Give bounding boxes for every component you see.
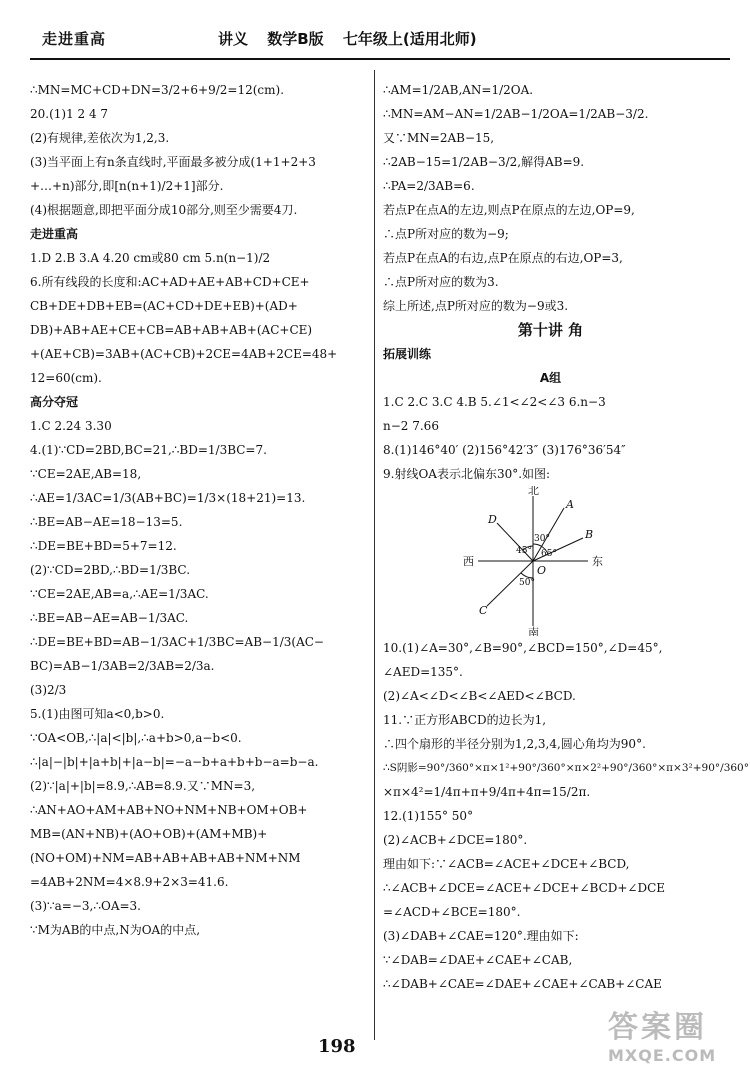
angle-label-50: 50° — [519, 578, 535, 588]
answer-line: CB+DE+DB+EB=(AC+CD+DE+EB)+(AD+ — [30, 299, 298, 313]
answer-line: ∠AED=135°. — [383, 665, 463, 679]
answer-line: ∴MN=AM−AN=1/2AB−1/2OA=1/2AB−3/2. — [383, 107, 649, 121]
site-watermark — [608, 1002, 736, 1070]
answer-line: ∵CE=2AE,AB=18, — [30, 467, 142, 481]
answer-line: 12.(1)155° 50° — [383, 809, 474, 823]
answer-line: (3)2/3 — [30, 683, 67, 697]
answer-line: 9.射线OA表示北偏东30°.如图: — [383, 467, 551, 481]
answer-line: 又∵MN=2AB−15, — [383, 131, 495, 145]
answer-line: ∴PA=2/3AB=6. — [383, 179, 475, 193]
answer-line: ∴|a|−|b|+|a+b|+|a−b|=−a−b+a+b+b−a=b−a. — [30, 755, 319, 769]
column-divider — [374, 70, 375, 1040]
answer-line: (2)∵|a|+|b|=8.9,∴AB=8.9.又∵MN=3, — [30, 779, 256, 793]
answer-line: (3)∠DAB+∠CAE=120°.理由如下: — [383, 929, 579, 943]
answer-line: 1.D 2.B 3.A 4.20 cm或80 cm 5.n(n−1)/2 — [30, 251, 271, 265]
label-west: 西 — [463, 555, 474, 568]
watermark-logo-text: 答案圈 — [608, 1010, 707, 1045]
answer-line: ∵M为AB的中点,N为OA的中点, — [30, 923, 201, 937]
series-logo: 走进重高 — [42, 30, 107, 48]
answer-line: 1.C 2.C 3.C 4.B 5.∠1<∠2<∠3 6.n−3 — [383, 395, 606, 409]
point-b: B — [585, 528, 594, 541]
compass-diagram — [383, 486, 718, 636]
answer-line: n−2 7.66 — [383, 419, 439, 433]
section-heading: 拓展训练 — [383, 347, 432, 361]
point-a: A — [566, 498, 574, 511]
watermark-url: MXQE.COM — [608, 1046, 717, 1065]
answer-line: MB=(AN+NB)+(AO+OB)+(AM+MB)+ — [30, 827, 268, 841]
answer-line: 20.(1)1 2 4 7 — [30, 107, 109, 121]
answer-line: ∴∠DAB+∠CAE=∠DAE+∠CAE+∠CAB+∠CAE — [383, 977, 662, 991]
label-north: 北 — [528, 486, 539, 497]
answer-line: 10.(1)∠A=30°,∠B=90°,∠BCD=150°,∠D=45°, — [383, 641, 663, 655]
label-east: 东 — [592, 555, 603, 568]
answer-line: ∴MN=MC+CD+DN=3/2+6+9/2=12(cm). — [30, 83, 285, 97]
point-d: D — [488, 513, 497, 526]
answer-line: (2)∠ACB+∠DCE=180°. — [383, 833, 528, 847]
answer-line: 1.C 2.24 3.30 — [30, 419, 112, 433]
answer-line: (2)∠A<∠D<∠B<∠AED<∠BCD. — [383, 689, 576, 703]
header-title-part: 七年级上(适用北师) — [342, 30, 477, 48]
answer-line: (4)根据题意,即把平面分成10部分,则至少需要4刀. — [30, 203, 298, 217]
answer-line: 综上所述,点P所对应的数为−9或3. — [383, 299, 569, 313]
answer-line: ∴2AB−15=1/2AB−3/2,解得AB=9. — [383, 155, 585, 169]
section-heading: 走进重高 — [30, 227, 79, 241]
answer-line: ∴DE=BE+BD=AB−1/3AC+1/3BC=AB−1/3(AC− — [30, 635, 324, 649]
point-c: C — [479, 604, 488, 617]
answer-line: ∵OA<OB,∴|a|<|b|,∴a+b>0,a−b<0. — [30, 731, 242, 745]
answer-line: ∴DE=BE+BD=5+7=12. — [30, 539, 177, 553]
answer-line: ∴AE=1/3AC=1/3(AB+BC)=1/3×(18+21)=13. — [30, 491, 306, 505]
answer-line: ∴∠ACB+∠DCE=∠ACE+∠DCE+∠BCD+∠DCE — [383, 881, 666, 895]
answer-line: DB)+AB+AE+CE+CB=AB+AB+AB+(AC+CE) — [30, 323, 313, 337]
answer-line: 理由如下:∵∠ACB=∠ACE+∠DCE+∠BCD, — [383, 857, 630, 871]
angle-arc-30 — [533, 544, 541, 546]
answer-line: ∴点P所对应的数为3. — [383, 275, 499, 289]
header-title-part: 数学B版 — [267, 30, 324, 48]
answer-line: (3)∵a=−3,∴OA=3. — [30, 899, 141, 913]
left-column — [30, 78, 370, 942]
answer-line: (NO+OM)+NM=AB+AB+AB+AB+NM+NM — [30, 851, 301, 865]
answer-line: +…+n)部分,即[n(n+1)/2+1]部分. — [30, 179, 224, 193]
header-title-part: 讲义 — [218, 30, 249, 48]
angle-label-30: 30° — [534, 534, 550, 544]
page-number: 198 — [318, 1036, 356, 1057]
page-header — [30, 18, 730, 60]
point-o: O — [537, 564, 547, 577]
answer-line: 若点P在点A的右边,点P在原点的右边,OP=3, — [383, 251, 623, 265]
answer-line: ∵CE=2AE,AB=a,∴AE=1/3AC. — [30, 587, 209, 601]
compass-diagram-svg — [383, 486, 718, 636]
lecture-title: 第十讲 角 — [517, 321, 584, 339]
answer-line: ∴BE=AB−AE=18−13=5. — [30, 515, 183, 529]
answer-line: ∴点P所对应的数为−9; — [383, 227, 509, 241]
answer-line: (3)当平面上有n条直线时,平面最多被分成(1+1+2+3 — [30, 155, 316, 169]
answer-line: +(AE+CB)=3AB+(AC+CB)+2CE=4AB+2CE=48+ — [30, 347, 338, 361]
answer-line: 8.(1)146°40′ (2)156°42′3″ (3)176°36′54″ — [383, 443, 626, 457]
right-column — [383, 78, 749, 996]
label-south: 南 — [528, 626, 539, 636]
answer-line: 4.(1)∵CD=2BD,BC=21,∴BD=1/3BC=7. — [30, 443, 267, 457]
header-title — [218, 28, 491, 49]
group-heading: A组 — [539, 371, 562, 385]
answer-line: =4AB+2NM=4×8.9+2×3=41.6. — [30, 875, 229, 889]
answer-line: (2)有规律,差依次为1,2,3. — [30, 131, 170, 145]
answer-line: ×π×4²=1/4π+π+9/4π+4π=15/2π. — [383, 785, 591, 799]
answer-line: =∠ACD+∠BCE=180°. — [383, 905, 521, 919]
answer-line: ∴S阴影=90°/360°×π×1²+90°/360°×π×2²+90°/360°×π×3²+90°/360° — [383, 762, 749, 774]
angle-label-45: 45° — [516, 546, 532, 556]
answer-line: ∵∠DAB=∠DAE+∠CAE+∠CAB, — [383, 953, 573, 967]
answer-line: ∴四个扇形的半径分别为1,2,3,4,圆心角均为90°. — [383, 737, 646, 751]
answer-line: ∴AM=1/2AB,AN=1/2OA. — [383, 83, 534, 97]
answer-line: 11.∵正方形ABCD的边长为1, — [383, 713, 547, 727]
answer-line: ∴AN+AO+AM+AB+NO+NM+NB+OM+OB+ — [30, 803, 308, 817]
answer-line: 5.(1)由图可知a<0,b>0. — [30, 707, 165, 721]
answer-line: BC)=AB−1/3AB=2/3AB=2/3a. — [30, 659, 215, 673]
answer-line: ∴BE=AB−AE=AB−1/3AC. — [30, 611, 189, 625]
section-heading: 高分夺冠 — [30, 395, 79, 409]
answer-line: 若点P在点A的左边,则点P在原点的左边,OP=9, — [383, 203, 635, 217]
answer-line: 6.所有线段的长度和:AC+AD+AE+AB+CD+CE+ — [30, 275, 310, 289]
angle-label-65: 65° — [541, 549, 557, 559]
answer-line: (2)∵CD=2BD,∴BD=1/3BC. — [30, 563, 191, 577]
answer-line: 12=60(cm). — [30, 371, 102, 385]
